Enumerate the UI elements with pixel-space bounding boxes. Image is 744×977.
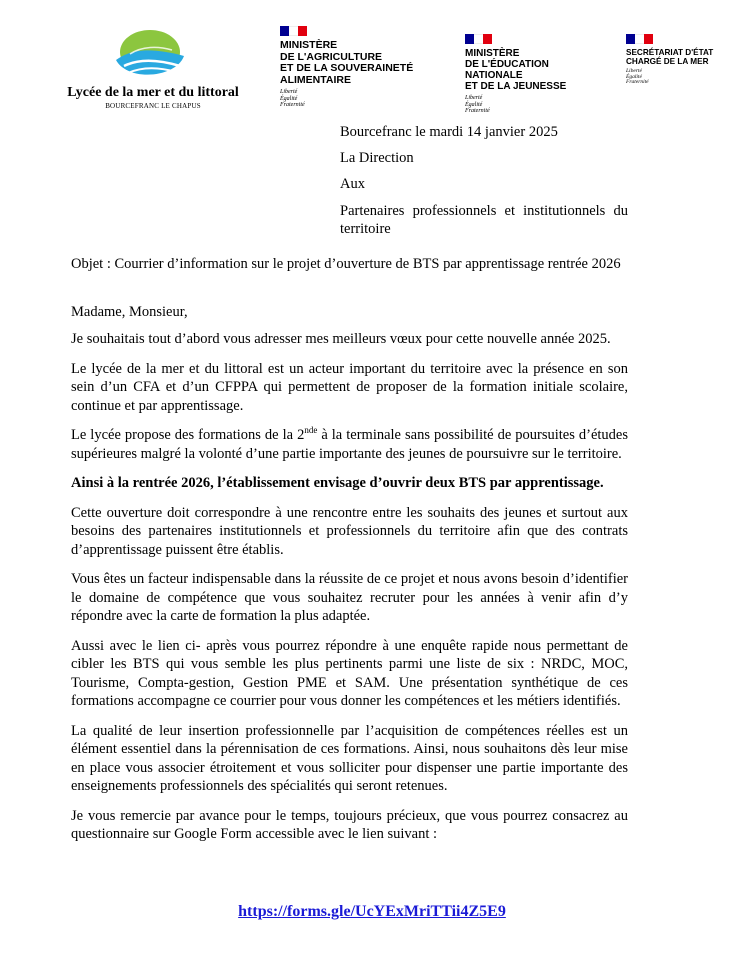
ministry-title-line: DE L'ÉDUCATION	[465, 59, 549, 70]
date-line: Bourcefranc le mardi 14 janvier 2025	[340, 124, 558, 140]
announcement-paragraph: Ainsi à la rentrée 2026, l’établissement envisage d’ouvrir deux BTS par apprentissage.	[71, 475, 604, 491]
marianne-flag-icon	[465, 34, 492, 44]
salutation: Madame, Monsieur,	[71, 303, 188, 320]
superscript: nde	[304, 425, 318, 436]
devise-line: Fraternité	[280, 102, 305, 108]
devise	[465, 95, 566, 115]
ministry-title-line: MINISTÈRE	[465, 48, 520, 59]
letter-subject: Objet : Courrier d’information sur le projet d’ouverture de BTS par apprentissage rentrée 2026	[71, 256, 621, 272]
recipient-label: Aux	[340, 176, 365, 192]
paragraph: Je souhaitais tout d’abord vous adresser mes meilleurs vœux pour cette nouvelle année 2025.	[71, 331, 611, 347]
letterhead	[0, 0, 744, 125]
ministry-title-line: NATIONALE	[465, 70, 523, 81]
secretariat-mer-logo	[626, 34, 713, 86]
devise-line: Égalité	[280, 95, 298, 102]
ministry-education-logo	[465, 34, 566, 115]
ministry-title-line: MINISTÈRE	[280, 39, 338, 51]
paragraph: Je vous remercie par avance pour le temps, toujours précieux, que vous pourrez consacrez au questionnaire sur Google Form accessible avec le lien suivant :	[71, 807, 628, 842]
marianne-flag-icon	[280, 26, 307, 36]
paragraph-text: à la terminale sans possibilité de poursuites d’études supérieures malgré la volonté d’une partie importante des jeunes de poursuivre sur le territoire.	[71, 427, 628, 462]
paragraph: La qualité de leur insertion professionnelle par l’acquisition de compétences réelles est un élément essentiel dans la pérennisation de ces formations. Ainsi, nous souhaitons dès leur mise en place vous associer étroitement et vous solliciter pour dispenser une partie importante des enseignements professionnels des spécialités qui seront retenues.	[71, 722, 628, 794]
devise	[280, 89, 413, 109]
devise-line: Fraternité	[626, 79, 649, 85]
devise-line: Fraternité	[465, 108, 490, 114]
form-link-container	[0, 903, 744, 921]
paragraph: Le lycée de la mer et du littoral est un acteur important du territoire avec la présence en son sein d’un CFA et d’un CFPPA qui permettent de proposer de la formation initiale scolaire, continue et par apprentissage.	[71, 360, 628, 414]
devise-line: Liberté	[280, 89, 298, 95]
devise-line: Égalité	[465, 101, 483, 108]
ministry-title-line: CHARGÉ DE LA MER	[626, 57, 709, 66]
paragraph: Vous êtes un facteur indispensable dans la réussite de ce projet et nous avons besoin d’identifier le domaine de compétence que vous souhaitez recruter pour les années à venir afin d’y répondre avec la carte de formation la plus adaptée.	[71, 571, 628, 624]
ministry-title-line: SECRÉTARIAT D'ÉTAT	[626, 48, 714, 57]
devise-line: Égalité	[626, 73, 642, 80]
sender: La Direction	[340, 150, 414, 166]
paragraph: Aussi avec le lien ci- après vous pourrez répondre à une enquête rapide nous permettant de cibler les BTS qui vous semble les plus pertinents parmi une liste de six : NRDC, MOC, Tourisme, Compta-gestion, Gestion PME et SAM. Une présentation synthétique de ces formations accompagne ce courrier pour vous donner les compétences et les métiers identifiés.	[71, 637, 628, 709]
lycee-location: BOURCEFRANC LE CHAPUS	[105, 102, 201, 110]
lycee-wave-logo	[110, 26, 190, 86]
recipients: Partenaires professionnels et institutionnels du territoire	[340, 203, 628, 237]
google-form-link[interactable]: https://forms.gle/UcYExMriTTii4Z5E9	[238, 903, 506, 920]
letter-body	[71, 255, 628, 855]
devise-line: Liberté	[626, 68, 642, 74]
paragraph-text: Le lycée propose des formations de la 2	[71, 427, 305, 443]
devise-line: Liberté	[465, 95, 483, 101]
ministry-title-line: ET DE LA SOUVERAINETÉ	[280, 62, 414, 74]
ministry-title-line: ET DE LA JEUNESSE	[465, 81, 567, 92]
lycee-name: Lycée de la mer et du littoral	[67, 85, 239, 100]
devise	[626, 69, 713, 86]
marianne-flag-icon	[626, 34, 653, 44]
ministry-title-line: DE L'AGRICULTURE	[280, 50, 383, 63]
ministry-title-line: ALIMENTAIRE	[280, 73, 351, 86]
ministry-agriculture-logo	[280, 26, 413, 109]
paragraph: Cette ouverture doit correspondre à une rencontre entre les souhaits des jeunes et surtout aux besoins des partenaires institutionnels et professionnels du territoire afin que des contrats d’apprentissage puissent être établis.	[71, 504, 628, 558]
paragraph	[71, 426, 628, 463]
